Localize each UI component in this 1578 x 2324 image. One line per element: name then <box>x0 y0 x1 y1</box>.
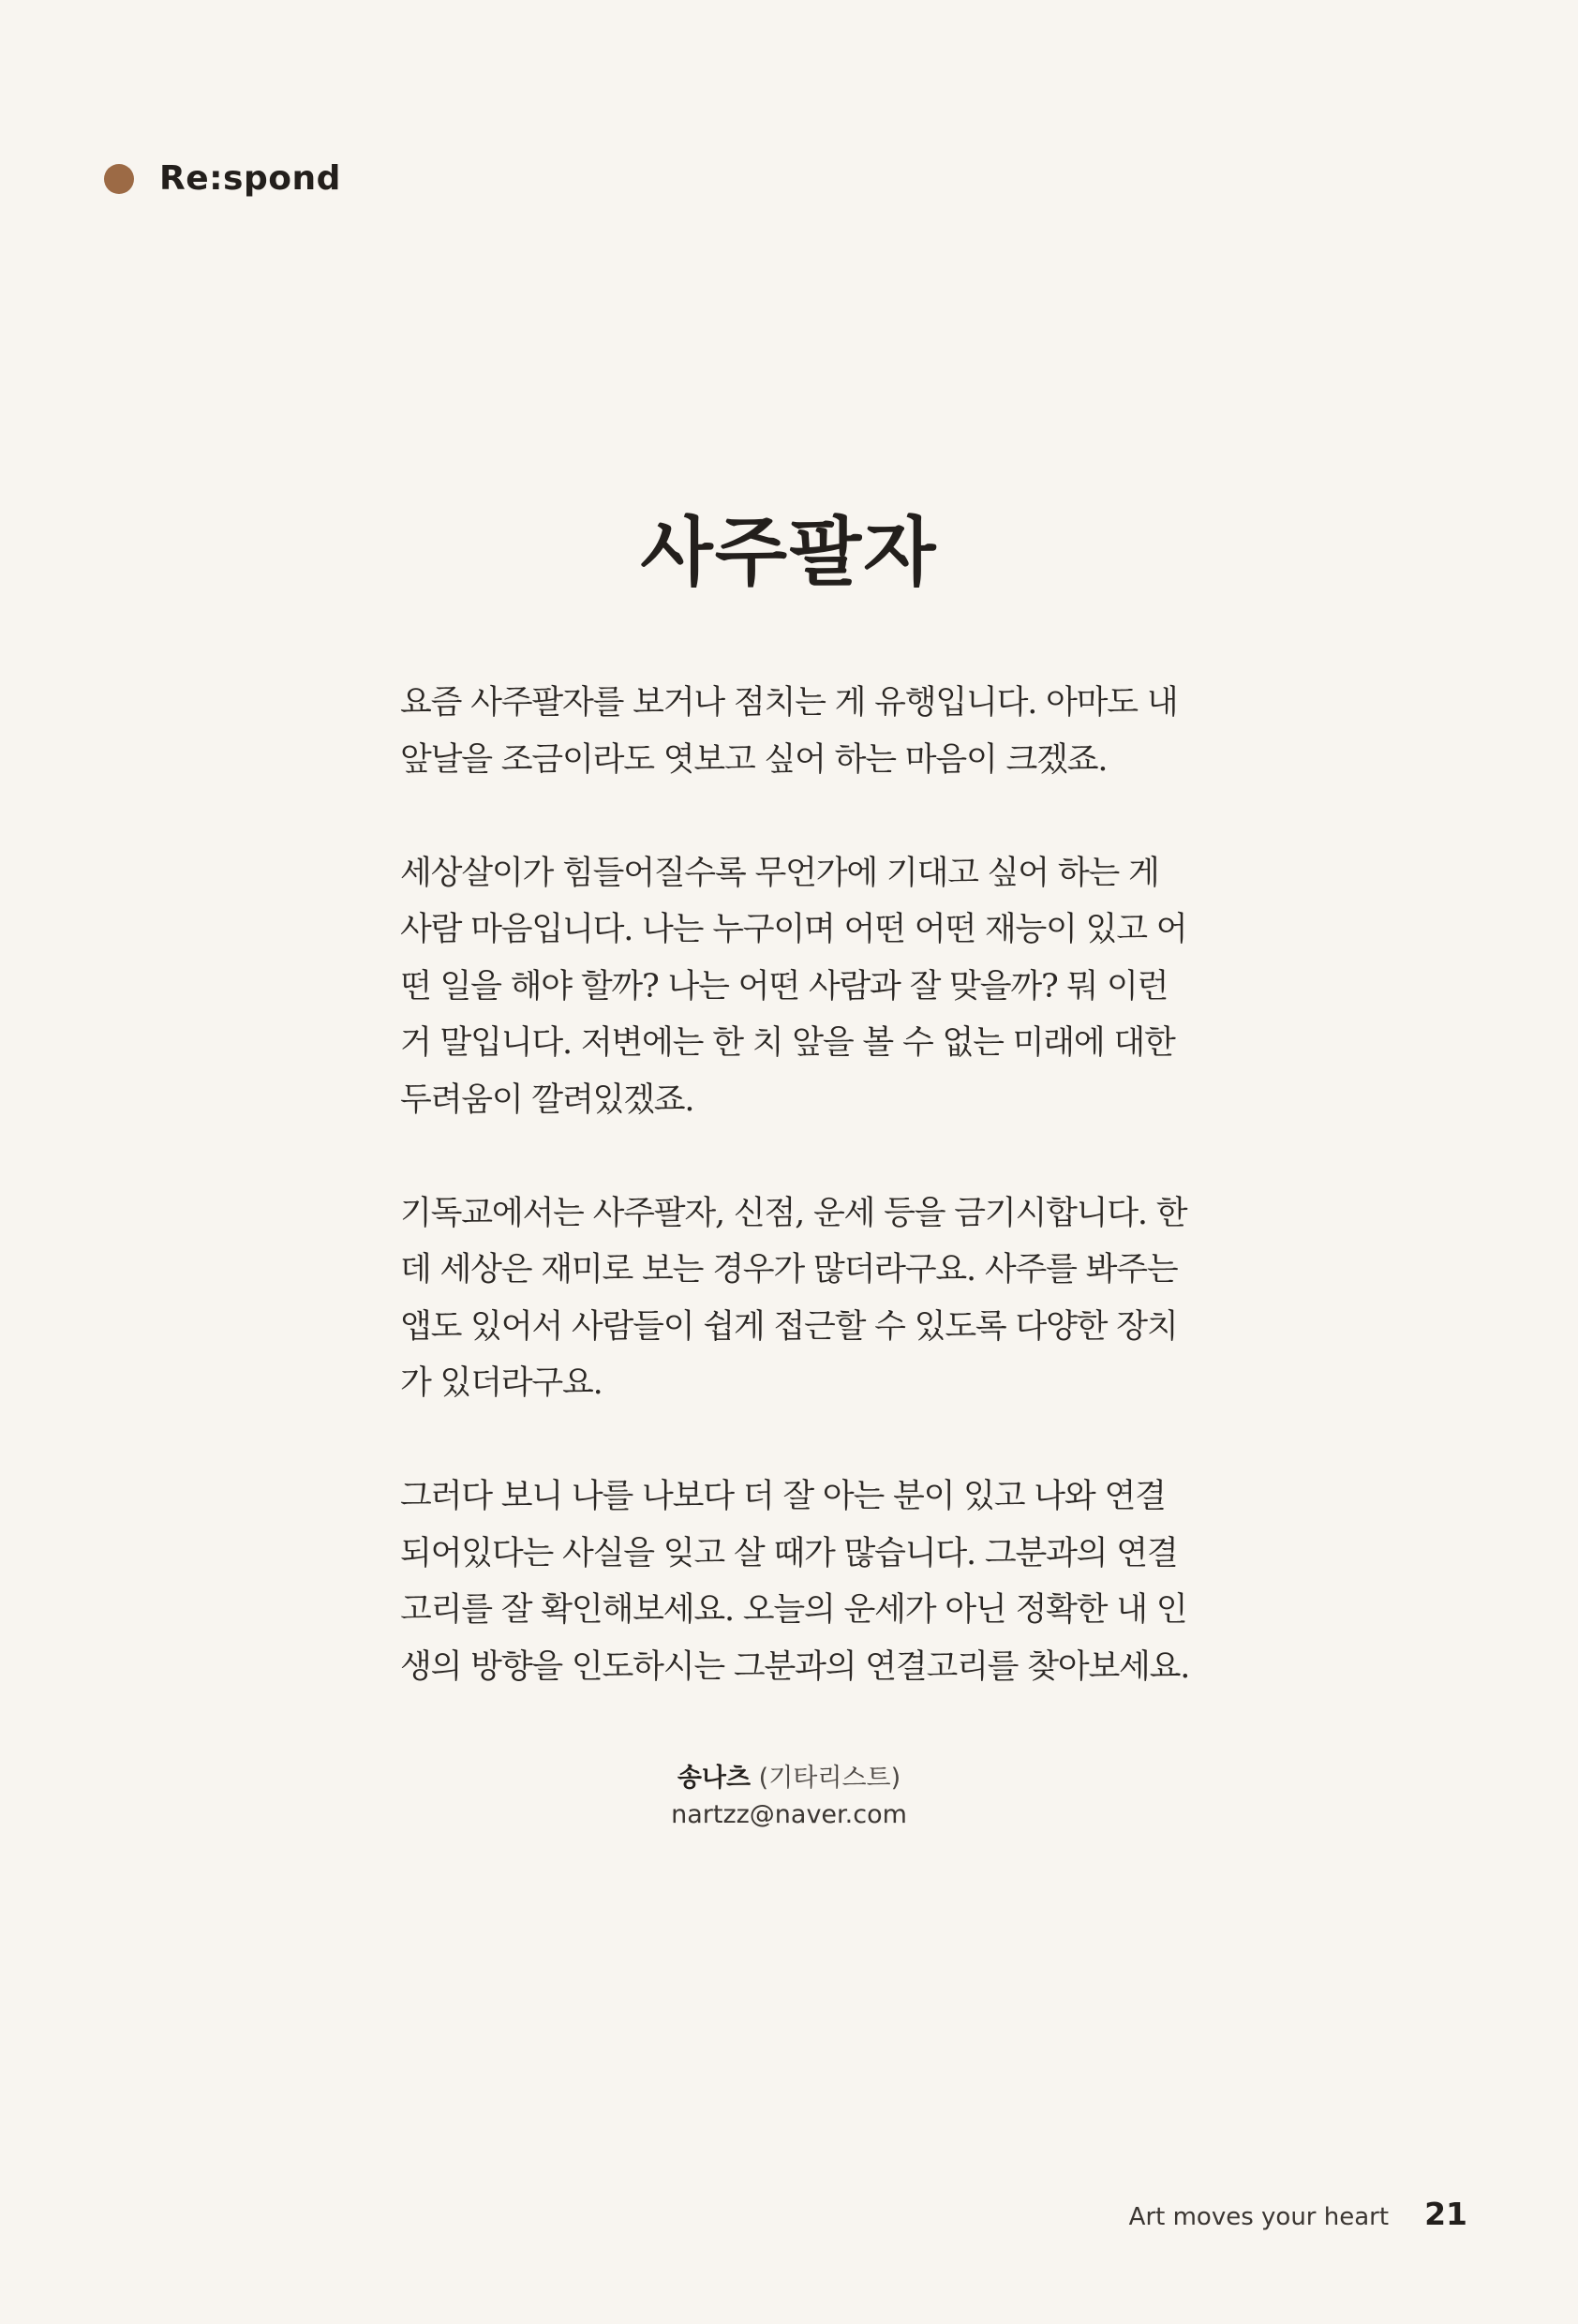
paragraph-2 <box>400 845 1187 1129</box>
author-name: 송나츠 <box>677 1764 752 1793</box>
paragraph-3 <box>400 1185 1187 1412</box>
author-email: nartzz@naver.com <box>671 1800 907 1829</box>
paragraph-line: 그러다 보니 나를 나보다 더 잘 아는 분이 있고 나와 연결 <box>400 1478 1166 1515</box>
section-label: Re:spond <box>159 159 341 198</box>
paragraph-line: 가 있더라구요. <box>400 1364 603 1402</box>
paragraph-line: 고리를 잘 확인해보세요. 오늘의 운세가 아닌 정확한 내 인 <box>400 1591 1187 1629</box>
paragraph-line: 되어있다는 사실을 잊고 살 때가 많습니다. 그분과의 연결 <box>400 1534 1178 1572</box>
paragraph-line: 기독교에서는 사주팔자, 신점, 운세 등을 금기시합니다. 한 <box>400 1194 1187 1232</box>
paragraph-line: 생의 방향을 인도하시는 그분과의 연결고리를 찾아보세요. <box>400 1647 1190 1686</box>
paragraph-line: 요즘 사주팔자를 보거나 점치는 게 유행입니다. 아마도 내 <box>400 684 1178 722</box>
author-block <box>0 1760 1578 1833</box>
paragraph-line: 두려움이 깔려있겠죠. <box>400 1080 694 1119</box>
article-title: 사주팔자 <box>640 508 938 596</box>
paragraph-line: 거 말입니다. 저변에는 한 치 앞을 볼 수 없는 미래에 대한 <box>400 1024 1175 1062</box>
page-number: 21 <box>1424 2196 1467 2232</box>
page-footer <box>1129 2196 1467 2232</box>
paragraph-line: 데 세상은 재미로 보는 경우가 많더라구요. 사주를 봐주는 <box>400 1251 1178 1289</box>
paragraph-line: 떤 일을 해야 할까? 나는 어떤 사람과 잘 맞을까? 뭐 이런 <box>400 967 1169 1006</box>
author-role: (기타리스트) <box>758 1764 901 1793</box>
section-dot-icon <box>104 164 134 194</box>
author-line <box>0 1760 1578 1796</box>
article-body <box>400 675 1190 1752</box>
section-header <box>104 159 341 198</box>
paragraph-1 <box>400 675 1178 788</box>
paragraph-4 <box>400 1468 1190 1695</box>
footer-slogan: Art moves your heart <box>1128 2203 1390 2231</box>
paragraph-line: 사람 마음입니다. 나는 누구이며 어떤 어떤 재능이 있고 어 <box>400 911 1187 948</box>
paragraph-line: 세상살이가 힘들어질수록 무언가에 기대고 싶어 하는 게 <box>400 854 1159 892</box>
paragraph-line: 앞날을 조금이라도 엿보고 싶어 하는 마음이 크겠죠. <box>400 740 1108 779</box>
paragraph-line: 앱도 있어서 사람들이 쉽게 접근할 수 있도록 다양한 장치 <box>400 1307 1178 1346</box>
